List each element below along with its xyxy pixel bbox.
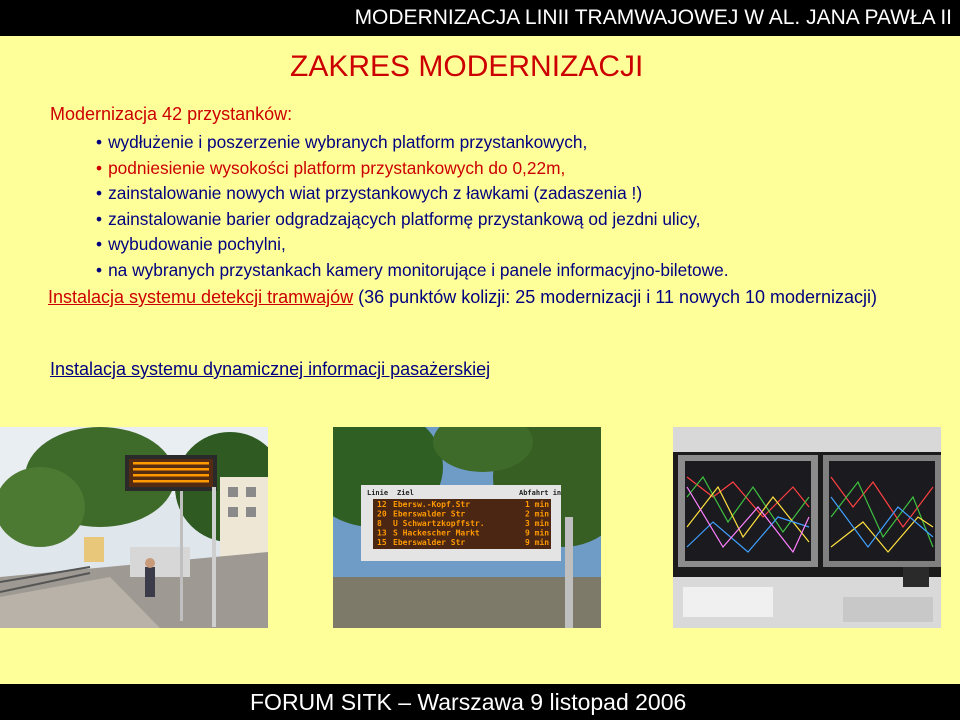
- board-row-time: 9 min: [525, 538, 550, 547]
- board-header-destination: Ziel: [397, 489, 414, 497]
- passenger-info-title: Instalacja systemu dynamicznej informacji pasażerskiej: [50, 359, 491, 379]
- board-row-time: 9 min: [525, 528, 550, 538]
- board-header-departure: Abfahrt in: [519, 489, 562, 497]
- board-row-time: 3 min: [525, 519, 550, 528]
- slide-title: ZAKRES MODERNIZACJI: [290, 50, 644, 83]
- photo-info-board: [333, 427, 601, 628]
- info-board-illustration: [333, 427, 601, 628]
- board-row-time: 1 min: [525, 500, 550, 509]
- photo-control-center: [673, 427, 941, 628]
- detection-system-paragraph: [48, 285, 928, 310]
- bullet-item: • wydłużenie i poszerzenie wybranych platform przystankowych,: [96, 130, 729, 156]
- bullet-item: • wybudowanie pochylni,: [96, 232, 729, 258]
- detection-system-title: Instalacja systemu detekcji tramwajów: [48, 287, 354, 307]
- detection-paren: (: [353, 287, 365, 307]
- bullet-item: • zainstalowanie nowych wiat przystankowych z ławkami (zadaszenia !): [96, 181, 729, 207]
- board-row-destination: S Hackescher Markt: [393, 528, 480, 538]
- stops-bullet-list: [96, 130, 729, 283]
- bullet-item: • na wybranych przystankach kamery monitorujące i panele informacyjno-biletowe.: [96, 258, 729, 284]
- section-heading-stops: Modernizacja 42 przystanków:: [50, 104, 293, 124]
- detection-count: 36: [364, 287, 385, 307]
- board-row-destination: Ebersw.-Kopf.Str: [393, 500, 471, 509]
- board-row-destination: U Schwartzkopffstr.: [393, 519, 485, 528]
- header-bar: [0, 0, 960, 36]
- tram-stop-illustration: [0, 427, 268, 628]
- board-row-destination: Eberswalder Str: [393, 509, 466, 519]
- board-row-line: 20: [377, 509, 387, 519]
- bullet-item: • zainstalowanie barier odgradzających platformę przystankową od jezdni ulicy,: [96, 207, 729, 233]
- board-row-destination: Eberswalder Str: [393, 538, 466, 547]
- bullet-item: • podniesienie wysokości platform przystankowych do 0,22m,: [96, 156, 729, 182]
- board-row-line: 12: [377, 500, 387, 509]
- footer-text: FORUM SITK – Warszawa 9 listopad 2006: [250, 689, 687, 715]
- board-header-line: Linie: [367, 489, 389, 497]
- control-center-illustration: [673, 427, 941, 628]
- board-row-line: 15: [377, 538, 387, 547]
- photo-tram-stop: [0, 427, 268, 628]
- board-row-line: 8: [377, 519, 382, 528]
- detection-detail: punktów kolizji: 25 modernizacji i 11 nowych 10 modernizacji): [384, 287, 878, 307]
- board-row-line: 13: [377, 528, 387, 538]
- header-title: MODERNIZACJA LINII TRAMWAJOWEJ W AL. JANA PAWŁA II: [354, 6, 952, 29]
- board-row-time: 2 min: [525, 509, 550, 519]
- footer-bar: [0, 684, 960, 720]
